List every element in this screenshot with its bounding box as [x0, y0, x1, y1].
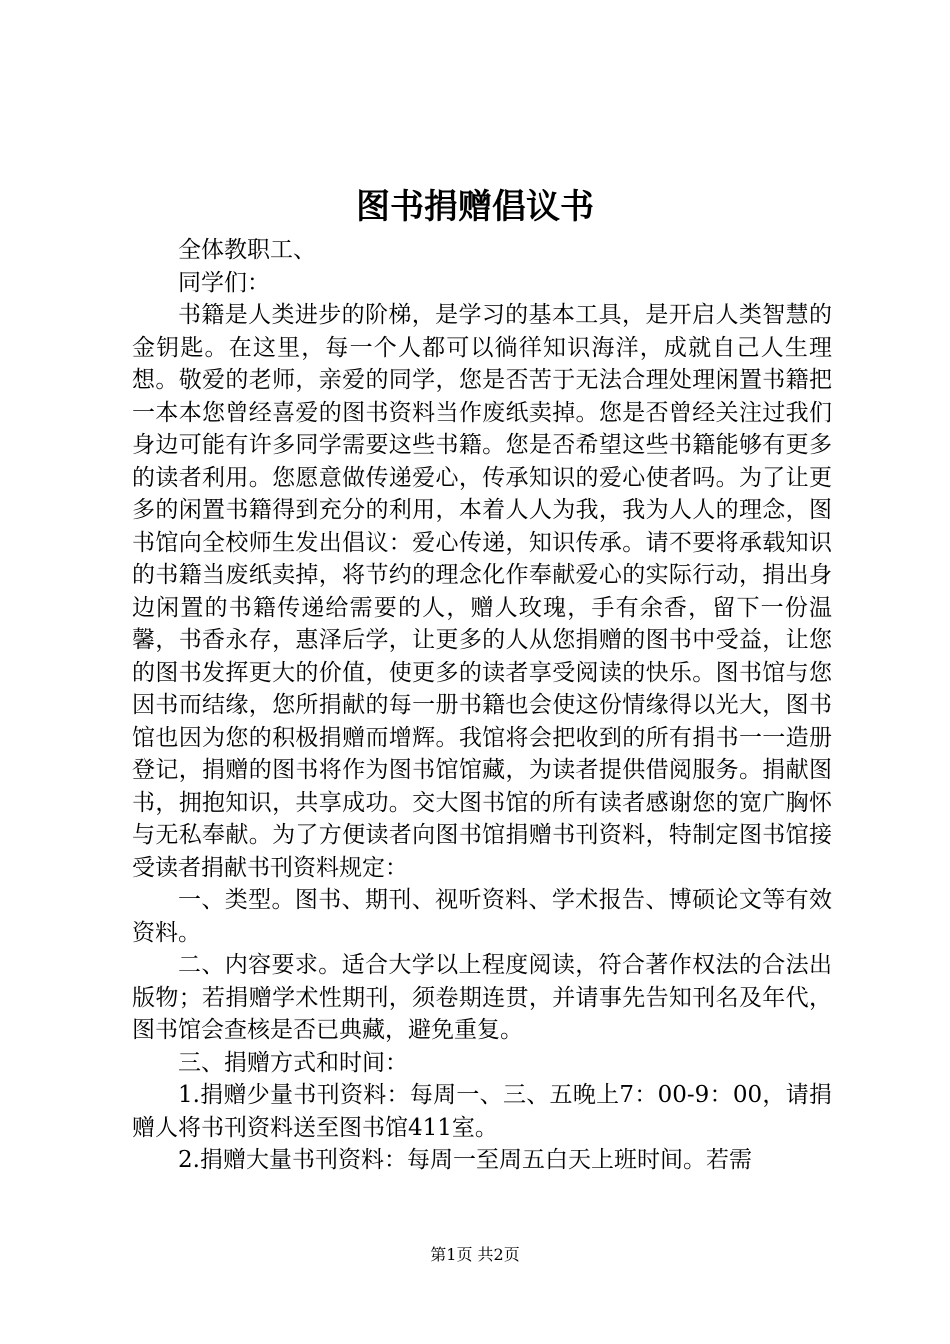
salutation-line-1: 全体教职工、	[178, 237, 316, 263]
body-paragraph-main: 书籍是人类进步的阶梯，是学习的基本工具，是开启人类智慧的金钥匙。在这里，每一个人都可以徜徉知识海洋，成就自己人生理想。敬爱的老师，亲爱的同学，您是否苦于无法合理处理闲置书籍把一本本您曾经喜爱的图书资料当作废纸卖掉。您是否曾经关注过我们身边可能有许多同学需要这些书籍。您是否希望这些书籍能够有更多的读者利用。您愿意做传递爱心，传承知识的爱心使者吗。为了让更多的闲置书籍得到充分的利用，本着人人为我，我为人人的理念，图书馆向全校师生发出倡议：爱心传递，知识传承。请不要将承载知识的书籍当废纸卖掉，将节约的理念化作奉献爱心的实际行动，捐出身边闲置的书籍传递给需要的人，赠人玫瑰，手有余香，留下一份温馨，书香永存，惠泽后学，让更多的人从您捐赠的图书中受益，让您的图书发挥更大的价值，使更多的读者享受阅读的快乐。图书馆与您因书而结缘，您所捐献的每一册书籍也会使这份情缘得以光大，图书馆也因为您的积极捐赠而增辉。我馆将会把收到的所有捐书一一造册登记，捐赠的图书将作为图书馆馆藏，为读者提供借阅服务。捐献图书，拥抱知识，共享成功。交大图书馆的所有读者感谢您的宽广胸怀与无私奉献。为了方便读者向图书馆捐赠书刊资料，特制定图书馆接受读者捐献书刊资料规定：	[132, 302, 832, 881]
page-number-footer: 第1页 共2页	[430, 1245, 520, 1264]
salutation-line-2: 同学们：	[178, 269, 270, 296]
document-body	[132, 234, 832, 1177]
rule-method-large: 2.捐赠大量书刊资料：每周一至周五白天上班时间。若需	[178, 1147, 752, 1173]
document-title: 图书捐赠倡议书	[356, 187, 594, 227]
rule-method-small: 1.捐赠少量书刊资料：每周一、三、五晚上7：00-9：00，请捐赠人将书刊资料送至图书馆411室。	[132, 1082, 832, 1141]
rule-type: 一、类型。图书、期刊、视听资料、学术报告、博硕论文等有效资料。	[132, 887, 832, 946]
rule-content: 二、内容要求。适合大学以上程度阅读，符合著作权法的合法出版物；若捐赠学术性期刊，须卷期连贯，并请事先告知刊名及年代，图书馆会查核是否已典藏，避免重复。	[132, 952, 832, 1043]
rule-method-heading: 三、捐赠方式和时间：	[178, 1049, 408, 1076]
